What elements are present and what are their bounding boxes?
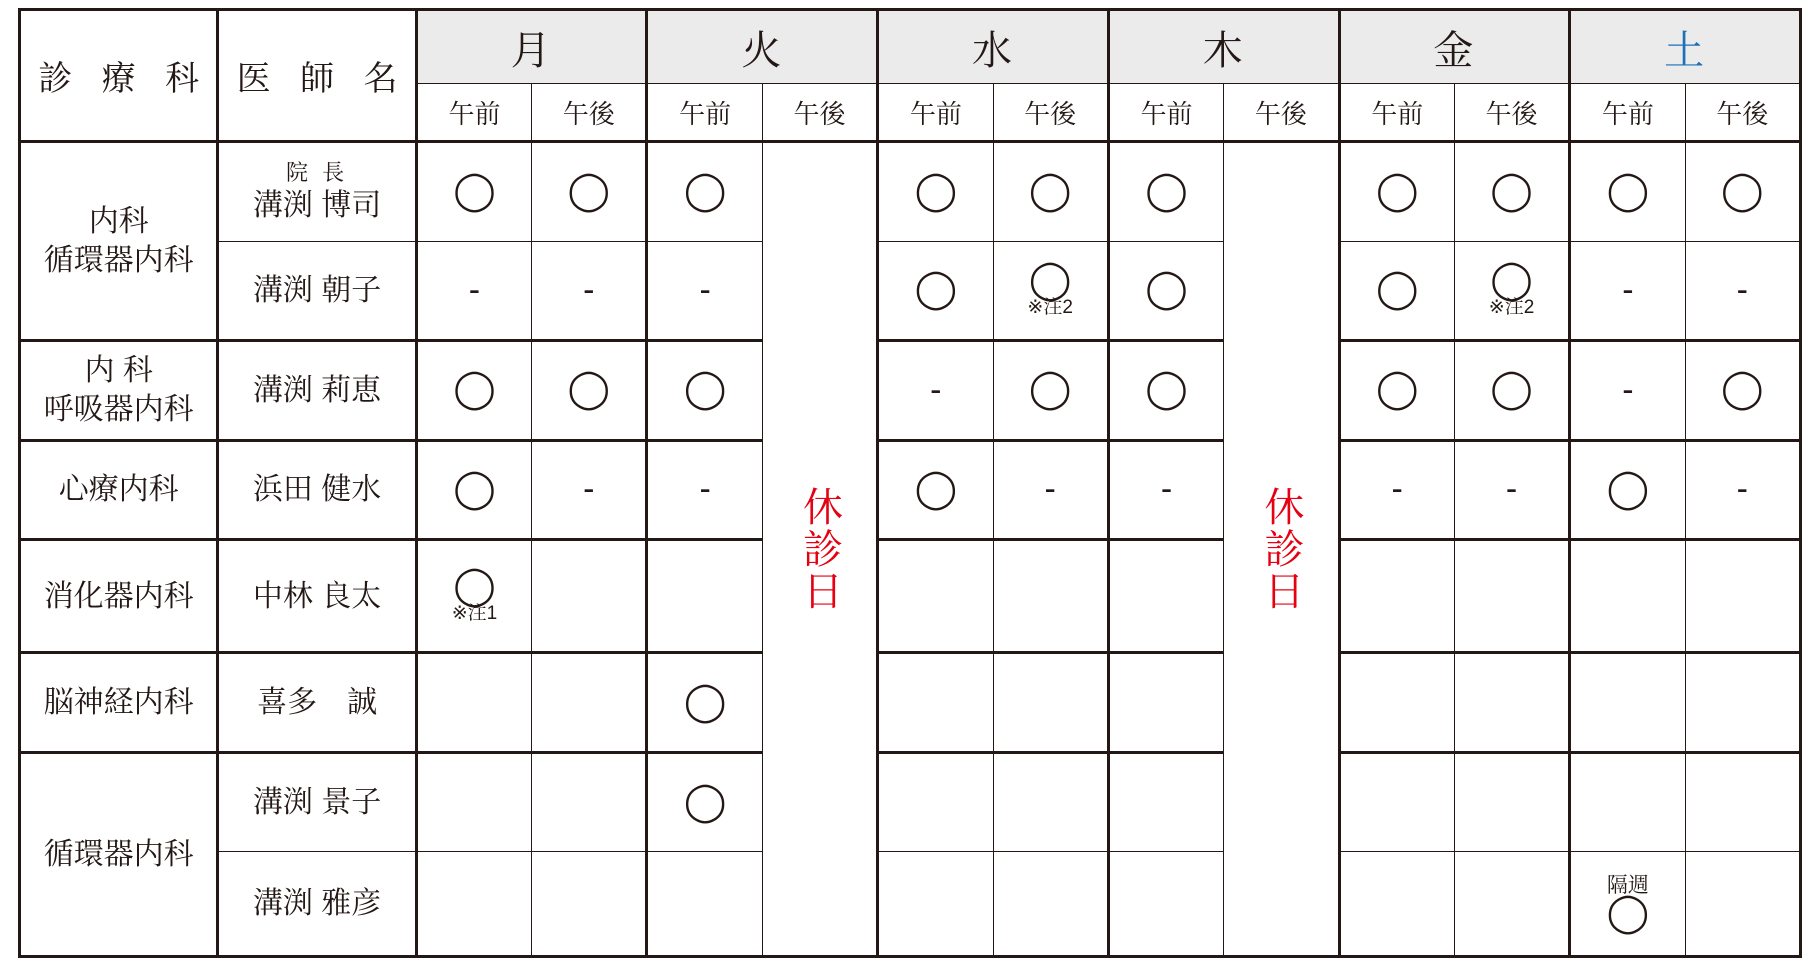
cell-mark: [1339, 653, 1454, 753]
header-day-mon: 月: [416, 10, 647, 84]
cell-doctor: 溝渕 莉恵: [218, 341, 416, 441]
cell-mark: ◯: [1454, 142, 1569, 242]
cell-mark: [1454, 752, 1569, 852]
table-row: [20, 653, 1801, 753]
cell-mark: [993, 653, 1108, 753]
cell-mark: ◯: [647, 142, 762, 242]
cell-mark: ◯: [1108, 142, 1223, 242]
cell-mark: ◯: [993, 142, 1108, 242]
cell-mark-with-note: [1570, 852, 1685, 957]
cell-closed-tuesday-pm: [762, 142, 877, 957]
cell-mark: ◯: [647, 653, 762, 753]
cell-mark-with-note: [993, 241, 1108, 341]
cell-mark: [1685, 540, 1800, 653]
mark-symbol: ◯: [1606, 892, 1650, 935]
cell-mark: -: [1339, 440, 1454, 540]
cell-mark: [647, 540, 762, 653]
table-row: [20, 440, 1801, 540]
cell-mark: -: [993, 440, 1108, 540]
cell-mark: [1454, 852, 1569, 957]
cell-mark: ◯: [1570, 142, 1685, 242]
cell-mark: [1685, 752, 1800, 852]
cell-mark: ◯: [1339, 341, 1454, 441]
cell-doctor: 溝渕 景子: [218, 752, 416, 852]
cell-department: 循環器内科: [20, 752, 218, 956]
closed-label: 休診日: [1258, 486, 1303, 612]
cell-doctor: 喜多 誠: [218, 653, 416, 753]
header-day-thu: 木: [1108, 10, 1339, 84]
cell-mark: ◯: [1108, 341, 1223, 441]
cell-mark: -: [1454, 440, 1569, 540]
cell-mark: ◯: [1685, 142, 1800, 242]
cell-mark: [1454, 540, 1569, 653]
cell-mark: -: [1685, 440, 1800, 540]
doctor-title: 院 長: [286, 159, 349, 185]
cell-department: 脳神経内科: [20, 653, 218, 753]
note-label: ※注1: [451, 602, 498, 624]
cell-doctor: 溝渕 朝子: [218, 241, 416, 341]
header-row-days: [20, 10, 1801, 84]
mark-symbol: ◯: [453, 564, 496, 607]
header-tue-am: 午前: [647, 84, 762, 142]
cell-mark: ◯: [878, 142, 993, 242]
cell-mark: -: [1570, 241, 1685, 341]
table-body: [20, 142, 1801, 957]
header-sat-pm: 午後: [1685, 84, 1800, 142]
department-line-2: 呼吸器内科: [43, 393, 194, 427]
table-row: [20, 540, 1801, 653]
cell-mark: [878, 653, 993, 753]
table-row: [20, 341, 1801, 441]
table-row: [20, 752, 1801, 852]
cell-closed-thursday-pm: [1224, 142, 1339, 957]
header-day-wed: 水: [878, 10, 1109, 84]
cell-mark: [1108, 852, 1223, 957]
cell-mark: [532, 653, 647, 753]
header-sat-am: 午前: [1570, 84, 1685, 142]
cell-mark: ◯: [416, 142, 531, 242]
cell-mark: [993, 852, 1108, 957]
cell-mark: ◯: [1108, 241, 1223, 341]
header-doctor: 医 師 名: [218, 10, 416, 142]
mark-symbol: ◯: [1490, 258, 1533, 301]
clinic-schedule-table: [18, 8, 1802, 958]
header-fri-am: 午前: [1339, 84, 1454, 142]
cell-mark: [1108, 653, 1223, 753]
cell-mark: [1570, 540, 1685, 653]
cell-mark: ◯: [416, 440, 531, 540]
cell-mark: -: [1685, 241, 1800, 341]
cell-mark: [1339, 752, 1454, 852]
cell-mark: ◯: [416, 341, 531, 441]
header-thu-am: 午前: [1108, 84, 1223, 142]
biweekly-label: 隔週: [1606, 874, 1649, 898]
cell-mark: ◯: [1454, 341, 1569, 441]
cell-mark: [416, 752, 531, 852]
cell-department: [20, 341, 218, 441]
department-line-1: 内科: [88, 205, 149, 239]
cell-mark: ◯: [1685, 341, 1800, 441]
cell-mark: -: [532, 241, 647, 341]
closed-label: 休診日: [797, 486, 842, 612]
cell-mark: [1339, 540, 1454, 653]
cell-mark: [1339, 852, 1454, 957]
cell-mark: -: [532, 440, 647, 540]
cell-doctor: [218, 142, 416, 242]
header-fri-pm: 午後: [1454, 84, 1569, 142]
header-day-tue: 火: [647, 10, 878, 84]
note-label: ※注2: [1027, 296, 1073, 318]
cell-mark: [993, 540, 1108, 653]
cell-mark: [878, 752, 993, 852]
cell-mark: -: [647, 241, 762, 341]
cell-department: 心療内科: [20, 440, 218, 540]
cell-mark: [1454, 653, 1569, 753]
header-wed-pm: 午後: [993, 84, 1108, 142]
cell-mark: ◯: [878, 440, 993, 540]
cell-mark: [878, 540, 993, 653]
cell-mark: [878, 852, 993, 957]
header-mon-pm: 午後: [532, 84, 647, 142]
cell-mark: [1685, 653, 1800, 753]
cell-mark: [1570, 752, 1685, 852]
table-row: [20, 241, 1801, 341]
cell-mark: ◯: [532, 142, 647, 242]
cell-mark: -: [416, 241, 531, 341]
cell-mark: [532, 752, 647, 852]
mark-symbol: ◯: [1028, 258, 1072, 301]
cell-mark: ◯: [1339, 142, 1454, 242]
cell-mark: [532, 852, 647, 957]
table-row: [20, 852, 1801, 957]
cell-mark: [1108, 752, 1223, 852]
cell-mark: ◯: [993, 341, 1108, 441]
header-tue-pm: 午後: [762, 84, 877, 142]
header-day-sat: 土: [1570, 10, 1801, 84]
cell-mark: [993, 752, 1108, 852]
cell-department: 消化器内科: [20, 540, 218, 653]
cell-department: [20, 142, 218, 341]
cell-mark: [532, 540, 647, 653]
cell-mark: [1685, 852, 1800, 957]
cell-mark: -: [1108, 440, 1223, 540]
header-thu-pm: 午後: [1224, 84, 1339, 142]
cell-mark: -: [647, 440, 762, 540]
cell-mark: [416, 852, 531, 957]
header-day-fri: 金: [1339, 10, 1570, 84]
doctor-name: 溝渕 博司: [252, 189, 382, 222]
cell-mark: -: [878, 341, 993, 441]
cell-mark: ◯: [647, 341, 762, 441]
cell-mark: [1108, 540, 1223, 653]
note-label: ※注2: [1488, 296, 1535, 318]
cell-mark-with-note: [1454, 241, 1569, 341]
cell-mark: [416, 653, 531, 753]
cell-doctor: 中林 良太: [218, 540, 416, 653]
cell-mark: ◯: [647, 752, 762, 852]
header-mon-am: 午前: [416, 84, 531, 142]
cell-mark: ◯: [1570, 440, 1685, 540]
table-row: [20, 142, 1801, 242]
department-line-2: 循環器内科: [43, 244, 194, 278]
cell-mark: ◯: [532, 341, 647, 441]
cell-mark: -: [1570, 341, 1685, 441]
header-department: 診 療 科: [20, 10, 218, 142]
cell-mark-with-note: [416, 540, 531, 653]
cell-mark: ◯: [1339, 241, 1454, 341]
cell-mark: [1570, 653, 1685, 753]
cell-doctor: 溝渕 雅彦: [218, 852, 416, 957]
department-line-1: 内 科: [84, 354, 153, 388]
cell-mark: ◯: [878, 241, 993, 341]
table-header: [20, 10, 1801, 142]
header-wed-am: 午前: [878, 84, 993, 142]
cell-doctor: 浜田 健水: [218, 440, 416, 540]
cell-mark: [647, 852, 762, 957]
